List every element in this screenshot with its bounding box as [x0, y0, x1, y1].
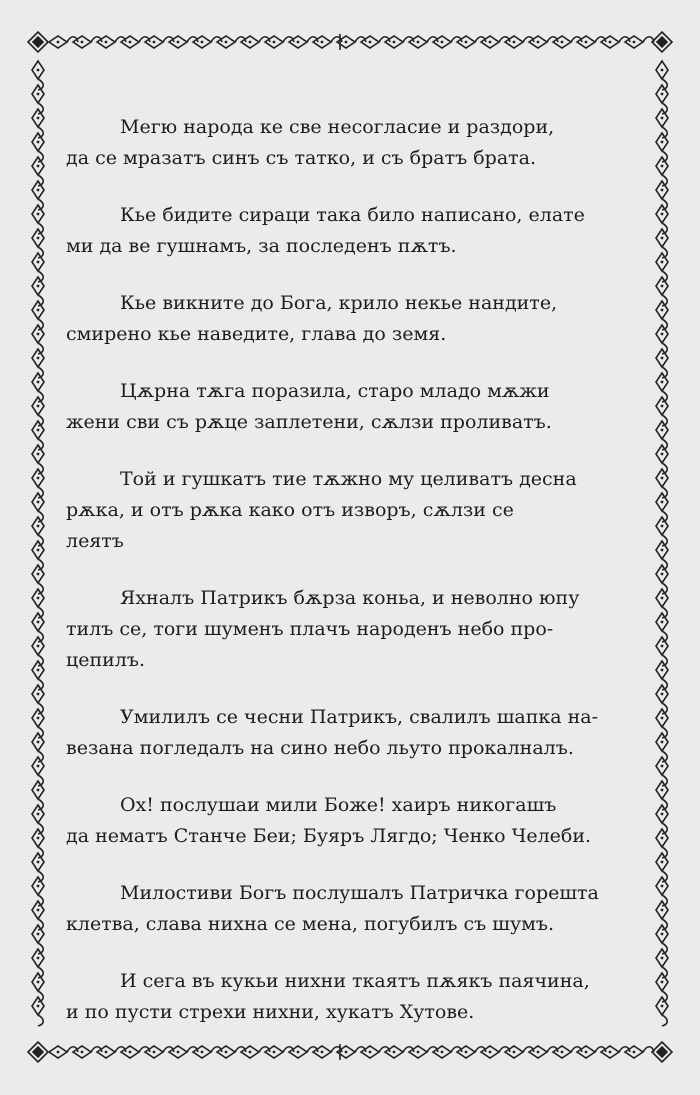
text-line: Мегю народа ке све несогласие и раздори,: [120, 116, 555, 138]
stanza: [66, 200, 636, 262]
text-line: ми да ве гушнамъ, за последенъ пѫтъ.: [66, 235, 457, 257]
text-line: тилъ се, тоги шуменъ плачъ народенъ небо про-: [66, 618, 554, 640]
text-line: да нематъ Станче Беи; Буяръ Лягдо; Ченко Челеби.: [66, 825, 592, 847]
text-line: И сега въ кукьи нихни ткаятъ пѫякъ паячина,: [120, 970, 590, 992]
corner-ornament-icon: [28, 32, 48, 52]
corner-ornament-icon: [652, 32, 672, 52]
text-line: Ох! послушаи мили Боже! хаиръ никогашъ: [120, 794, 557, 816]
text-line: везана погледалъ на сино небо льуто прокалналъ.: [66, 737, 574, 759]
stanza: [66, 878, 636, 940]
text-line: рѫка, и отъ рѫка како отъ изворъ, сѫлзи се: [66, 499, 514, 521]
poem-text: [66, 112, 636, 1054]
stanza: [66, 464, 636, 557]
stanza: [66, 966, 636, 1028]
stanza: [66, 583, 636, 676]
corner-ornament-icon: [652, 1042, 672, 1062]
text-line: Кье викните до Бога, крило некье нандите,: [120, 292, 558, 314]
text-line: Умилилъ се чесни Патрикъ, свалилъ шапка на-: [120, 706, 599, 728]
text-line: жени сви съ рѫце заплетени, сѫлзи проливатъ.: [66, 411, 552, 433]
text-line: Милостиви Богъ послушалъ Патричка горешта: [120, 882, 599, 904]
text-line: смирено кье наведите, глава до земя.: [66, 323, 447, 345]
text-line: Той и гушкатъ тие тѫжно му целиватъ десна: [120, 468, 577, 490]
text-line: леятъ: [66, 530, 124, 552]
text-line: клетва, слава нихна се мена, погубилъ съ шумъ.: [66, 913, 555, 935]
stanza: [66, 288, 636, 350]
corner-ornament-icon: [28, 1042, 48, 1062]
stanza: [66, 376, 636, 438]
text-line: цепилъ.: [66, 649, 145, 671]
text-line: да се мразатъ синъ съ татко, и съ братъ брата.: [66, 147, 537, 169]
text-line: Кье бидите сираци така било написано, елате: [120, 204, 585, 226]
text-line: Цѫрна тѫга поразила, старо младо мѫжи: [120, 380, 550, 402]
stanza: [66, 790, 636, 852]
stanza: [66, 112, 636, 174]
text-line: Яхналъ Патрикъ бѫрза коньа, и неволно юпу: [120, 587, 580, 609]
text-line: и по пусти стрехи нихни, хукатъ Хутове.: [66, 1001, 475, 1023]
stanza: [66, 702, 636, 764]
